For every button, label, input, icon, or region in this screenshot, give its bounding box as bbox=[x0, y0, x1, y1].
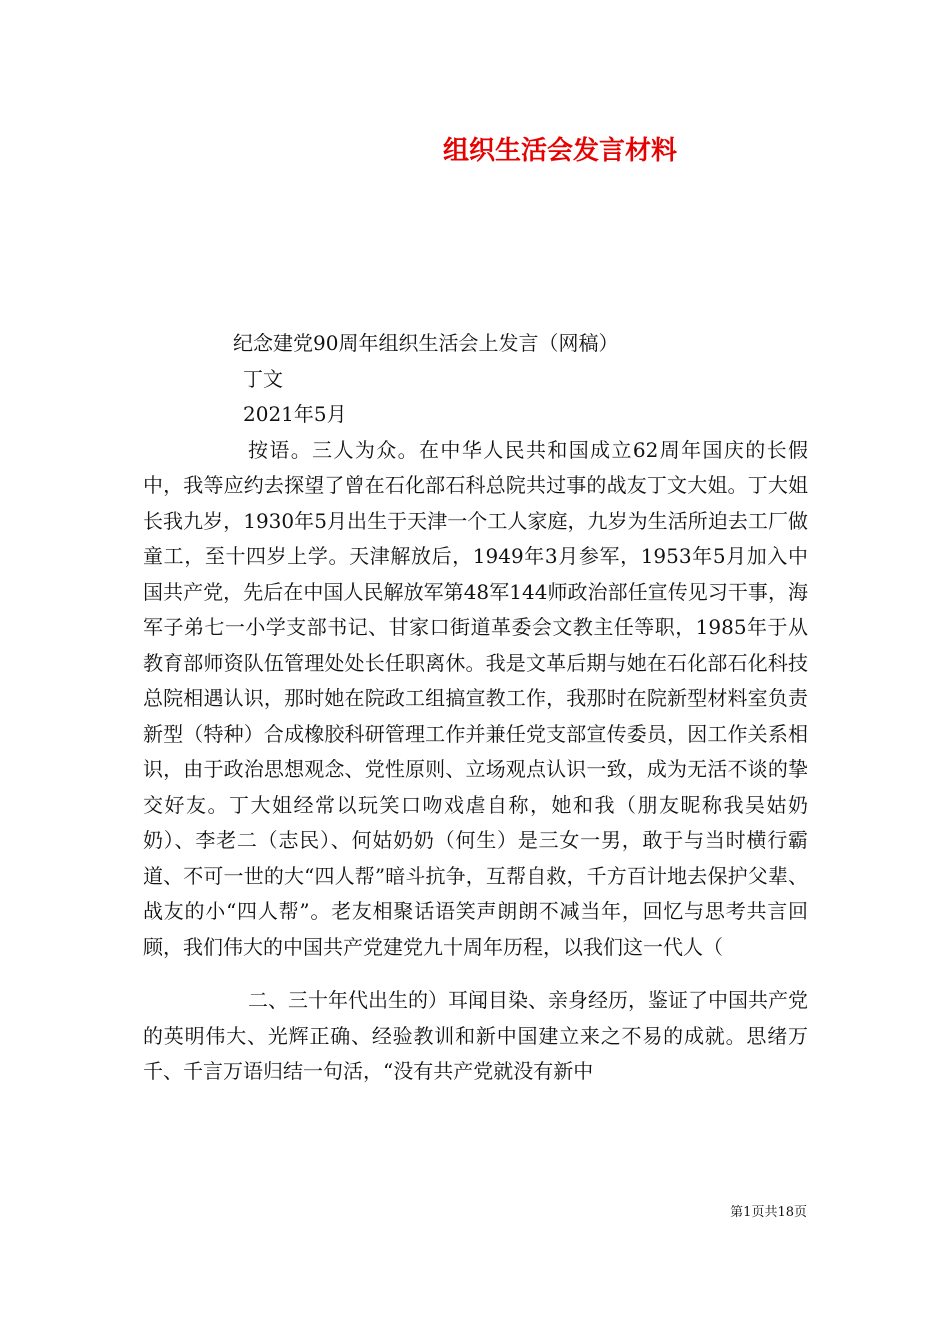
document-author: 丁文 bbox=[243, 366, 283, 391]
document-date: 2021年5月 bbox=[243, 402, 347, 426]
document-body bbox=[143, 326, 808, 1090]
paragraph: 按语。三人为众。在中华人民共和国成立62周年国庆的长假中，我等应约去探望了曾在石化部石科总院共过事的战友丁文大姐。丁大姐长我九岁，1930年5月出生于天津一个工人家庭，九岁为生活所迫去工厂做童工，至十四岁上学。天津解放后，1949年3月参军，1953年5月加入中国共产党，先后在中国人民解放军第48军144师政治部任宣传见习干事，海军子弟七一小学支部书记、甘家口街道革委会文教主任等职，1985年于从教育部师资队伍管理处处长任职离休。我是文革后期与她在石化部石化科技总院相遇认识，那时她在院政工组搞宣教工作，我那时在院新型材料室负责新型（特种）合成橡胶科研管理工作并兼任党支部宣传委员，因工作关系相识，由于政治思想观念、党性原则、立场观点认识一致，成为无活不谈的挚交好友。丁大姐经常以玩笑口吻戏虐自称，她和我（朋友昵称我吴姑奶奶）、李老二（志民）、何姑奶奶（何生）是三女一男，敢于与当时横行霸道、不可一世的大“四人帮”暗斗抗争，互帮自救，千方百计地去保护父辈、战友的小“四人帮”。老友相聚话语笑声朗朗不减当年，回忆与思考共言回顾，我们伟大的中国共产党建党九十周年历程，以我们这一代人（ bbox=[143, 437, 808, 959]
document-subtitle: 纪念建党90周年组织生活会上发言（网稿） bbox=[233, 331, 619, 355]
page-number: 第1页共18页 bbox=[730, 1205, 807, 1220]
document-title: 组织生活会发言材料 bbox=[442, 136, 677, 166]
paragraph: 二、三十年代出生的）耳闻目染、亲身经历，鉴证了中国共产党的英明伟大、光辉正确、经验教训和新中国建立来之不易的成就。思绪万千、千言万语归结一句活，“没有共产党就没有新中 bbox=[143, 988, 808, 1083]
